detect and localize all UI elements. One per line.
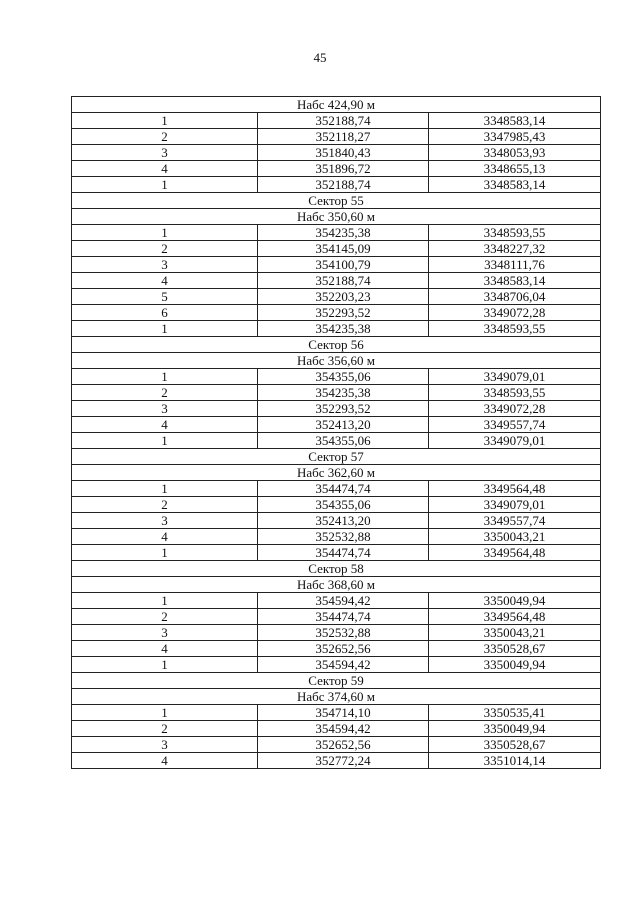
x-coordinate-cell: 352118,27 <box>258 129 429 145</box>
y-coordinate-cell: 3349557,74 <box>429 417 601 433</box>
y-coordinate-cell: 3349079,01 <box>429 433 601 449</box>
y-coordinate-cell: 3350528,67 <box>429 737 601 753</box>
table-row <box>72 113 601 129</box>
y-coordinate-cell: 3350049,94 <box>429 593 601 609</box>
section-header-row <box>72 577 601 593</box>
x-coordinate-cell: 354594,42 <box>258 593 429 609</box>
y-coordinate-cell: 3350043,21 <box>429 625 601 641</box>
section-header-row <box>72 465 601 481</box>
x-coordinate-cell: 354714,10 <box>258 705 429 721</box>
x-coordinate-cell: 354235,38 <box>258 385 429 401</box>
x-coordinate-cell: 354474,74 <box>258 481 429 497</box>
y-coordinate-cell: 3349072,28 <box>429 305 601 321</box>
point-number-cell: 4 <box>72 753 258 769</box>
y-coordinate-cell: 3348583,14 <box>429 273 601 289</box>
point-number-cell: 4 <box>72 417 258 433</box>
y-coordinate-cell: 3348583,14 <box>429 113 601 129</box>
point-number-cell: 2 <box>72 385 258 401</box>
section-header-cell: Набс 356,60 м <box>72 353 601 369</box>
point-number-cell: 2 <box>72 129 258 145</box>
section-header-cell: Сектор 58 <box>72 561 601 577</box>
table-row <box>72 401 601 417</box>
y-coordinate-cell: 3349564,48 <box>429 545 601 561</box>
x-coordinate-cell: 354594,42 <box>258 721 429 737</box>
y-coordinate-cell: 3348593,55 <box>429 321 601 337</box>
point-number-cell: 3 <box>72 513 258 529</box>
section-header-row <box>72 353 601 369</box>
y-coordinate-cell: 3348706,04 <box>429 289 601 305</box>
table-row <box>72 641 601 657</box>
y-coordinate-cell: 3349079,01 <box>429 369 601 385</box>
point-number-cell: 1 <box>72 225 258 241</box>
section-header-cell: Набс 362,60 м <box>72 465 601 481</box>
point-number-cell: 5 <box>72 289 258 305</box>
x-coordinate-cell: 354145,09 <box>258 241 429 257</box>
section-header-cell: Набс 368,60 м <box>72 577 601 593</box>
section-header-row <box>72 449 601 465</box>
x-coordinate-cell: 352188,74 <box>258 177 429 193</box>
table-row <box>72 273 601 289</box>
point-number-cell: 1 <box>72 321 258 337</box>
point-number-cell: 1 <box>72 545 258 561</box>
point-number-cell: 1 <box>72 481 258 497</box>
table-row <box>72 129 601 145</box>
coordinates-table-body <box>72 97 601 769</box>
point-number-cell: 4 <box>72 161 258 177</box>
y-coordinate-cell: 3350528,67 <box>429 641 601 657</box>
point-number-cell: 4 <box>72 641 258 657</box>
table-row <box>72 657 601 673</box>
x-coordinate-cell: 352652,56 <box>258 641 429 657</box>
x-coordinate-cell: 351840,43 <box>258 145 429 161</box>
y-coordinate-cell: 3350049,94 <box>429 721 601 737</box>
y-coordinate-cell: 3350535,41 <box>429 705 601 721</box>
y-coordinate-cell: 3349079,01 <box>429 497 601 513</box>
section-header-row <box>72 193 601 209</box>
table-row <box>72 385 601 401</box>
x-coordinate-cell: 352293,52 <box>258 305 429 321</box>
x-coordinate-cell: 354474,74 <box>258 545 429 561</box>
section-header-row <box>72 561 601 577</box>
table-row <box>72 721 601 737</box>
section-header-row <box>72 209 601 225</box>
x-coordinate-cell: 352532,88 <box>258 529 429 545</box>
x-coordinate-cell: 354474,74 <box>258 609 429 625</box>
table-row <box>72 481 601 497</box>
x-coordinate-cell: 352652,56 <box>258 737 429 753</box>
x-coordinate-cell: 352188,74 <box>258 273 429 289</box>
x-coordinate-cell: 352413,20 <box>258 417 429 433</box>
table-row <box>72 161 601 177</box>
table-row <box>72 529 601 545</box>
table-row <box>72 369 601 385</box>
x-coordinate-cell: 354235,38 <box>258 225 429 241</box>
y-coordinate-cell: 3348655,13 <box>429 161 601 177</box>
y-coordinate-cell: 3348111,76 <box>429 257 601 273</box>
x-coordinate-cell: 354235,38 <box>258 321 429 337</box>
point-number-cell: 2 <box>72 241 258 257</box>
point-number-cell: 2 <box>72 721 258 737</box>
x-coordinate-cell: 352203,23 <box>258 289 429 305</box>
table-row <box>72 145 601 161</box>
y-coordinate-cell: 3347985,43 <box>429 129 601 145</box>
x-coordinate-cell: 354355,06 <box>258 497 429 513</box>
y-coordinate-cell: 3349564,48 <box>429 481 601 497</box>
table-row <box>72 737 601 753</box>
section-header-cell: Сектор 56 <box>72 337 601 353</box>
y-coordinate-cell: 3349557,74 <box>429 513 601 529</box>
point-number-cell: 1 <box>72 177 258 193</box>
point-number-cell: 1 <box>72 433 258 449</box>
x-coordinate-cell: 354355,06 <box>258 369 429 385</box>
table-row <box>72 705 601 721</box>
section-header-cell: Сектор 59 <box>72 673 601 689</box>
x-coordinate-cell: 352413,20 <box>258 513 429 529</box>
point-number-cell: 3 <box>72 401 258 417</box>
table-row <box>72 593 601 609</box>
x-coordinate-cell: 354594,42 <box>258 657 429 673</box>
point-number-cell: 4 <box>72 273 258 289</box>
table-row <box>72 433 601 449</box>
table-row <box>72 177 601 193</box>
point-number-cell: 4 <box>72 529 258 545</box>
y-coordinate-cell: 3349072,28 <box>429 401 601 417</box>
table-row <box>72 225 601 241</box>
coordinates-table <box>71 96 601 769</box>
point-number-cell: 2 <box>72 497 258 513</box>
x-coordinate-cell: 352532,88 <box>258 625 429 641</box>
x-coordinate-cell: 352188,74 <box>258 113 429 129</box>
section-header-row <box>72 673 601 689</box>
x-coordinate-cell: 351896,72 <box>258 161 429 177</box>
point-number-cell: 1 <box>72 369 258 385</box>
y-coordinate-cell: 3348583,14 <box>429 177 601 193</box>
point-number-cell: 3 <box>72 257 258 273</box>
table-row <box>72 497 601 513</box>
section-header-row <box>72 337 601 353</box>
table-row <box>72 513 601 529</box>
section-header-cell: Сектор 57 <box>72 449 601 465</box>
point-number-cell: 2 <box>72 609 258 625</box>
x-coordinate-cell: 354100,79 <box>258 257 429 273</box>
table-row <box>72 417 601 433</box>
point-number-cell: 1 <box>72 705 258 721</box>
table-row <box>72 321 601 337</box>
section-header-cell: Набс 350,60 м <box>72 209 601 225</box>
y-coordinate-cell: 3348227,32 <box>429 241 601 257</box>
section-header-row <box>72 97 601 113</box>
y-coordinate-cell: 3349564,48 <box>429 609 601 625</box>
section-header-row <box>72 689 601 705</box>
table-row <box>72 257 601 273</box>
page-number: 45 <box>313 50 327 65</box>
table-row <box>72 305 601 321</box>
table-row <box>72 625 601 641</box>
y-coordinate-cell: 3350049,94 <box>429 657 601 673</box>
table-row <box>72 753 601 769</box>
point-number-cell: 3 <box>72 145 258 161</box>
y-coordinate-cell: 3351014,14 <box>429 753 601 769</box>
point-number-cell: 6 <box>72 305 258 321</box>
point-number-cell: 3 <box>72 737 258 753</box>
x-coordinate-cell: 354355,06 <box>258 433 429 449</box>
table-row <box>72 289 601 305</box>
section-header-cell: Сектор 55 <box>72 193 601 209</box>
point-number-cell: 1 <box>72 657 258 673</box>
x-coordinate-cell: 352772,24 <box>258 753 429 769</box>
point-number-cell: 1 <box>72 593 258 609</box>
y-coordinate-cell: 3348053,93 <box>429 145 601 161</box>
y-coordinate-cell: 3350043,21 <box>429 529 601 545</box>
x-coordinate-cell: 352293,52 <box>258 401 429 417</box>
table-row <box>72 609 601 625</box>
point-number-cell: 3 <box>72 625 258 641</box>
y-coordinate-cell: 3348593,55 <box>429 225 601 241</box>
point-number-cell: 1 <box>72 113 258 129</box>
section-header-cell: Набс 424,90 м <box>72 97 601 113</box>
table-row <box>72 545 601 561</box>
y-coordinate-cell: 3348593,55 <box>429 385 601 401</box>
table-row <box>72 241 601 257</box>
section-header-cell: Набс 374,60 м <box>72 689 601 705</box>
